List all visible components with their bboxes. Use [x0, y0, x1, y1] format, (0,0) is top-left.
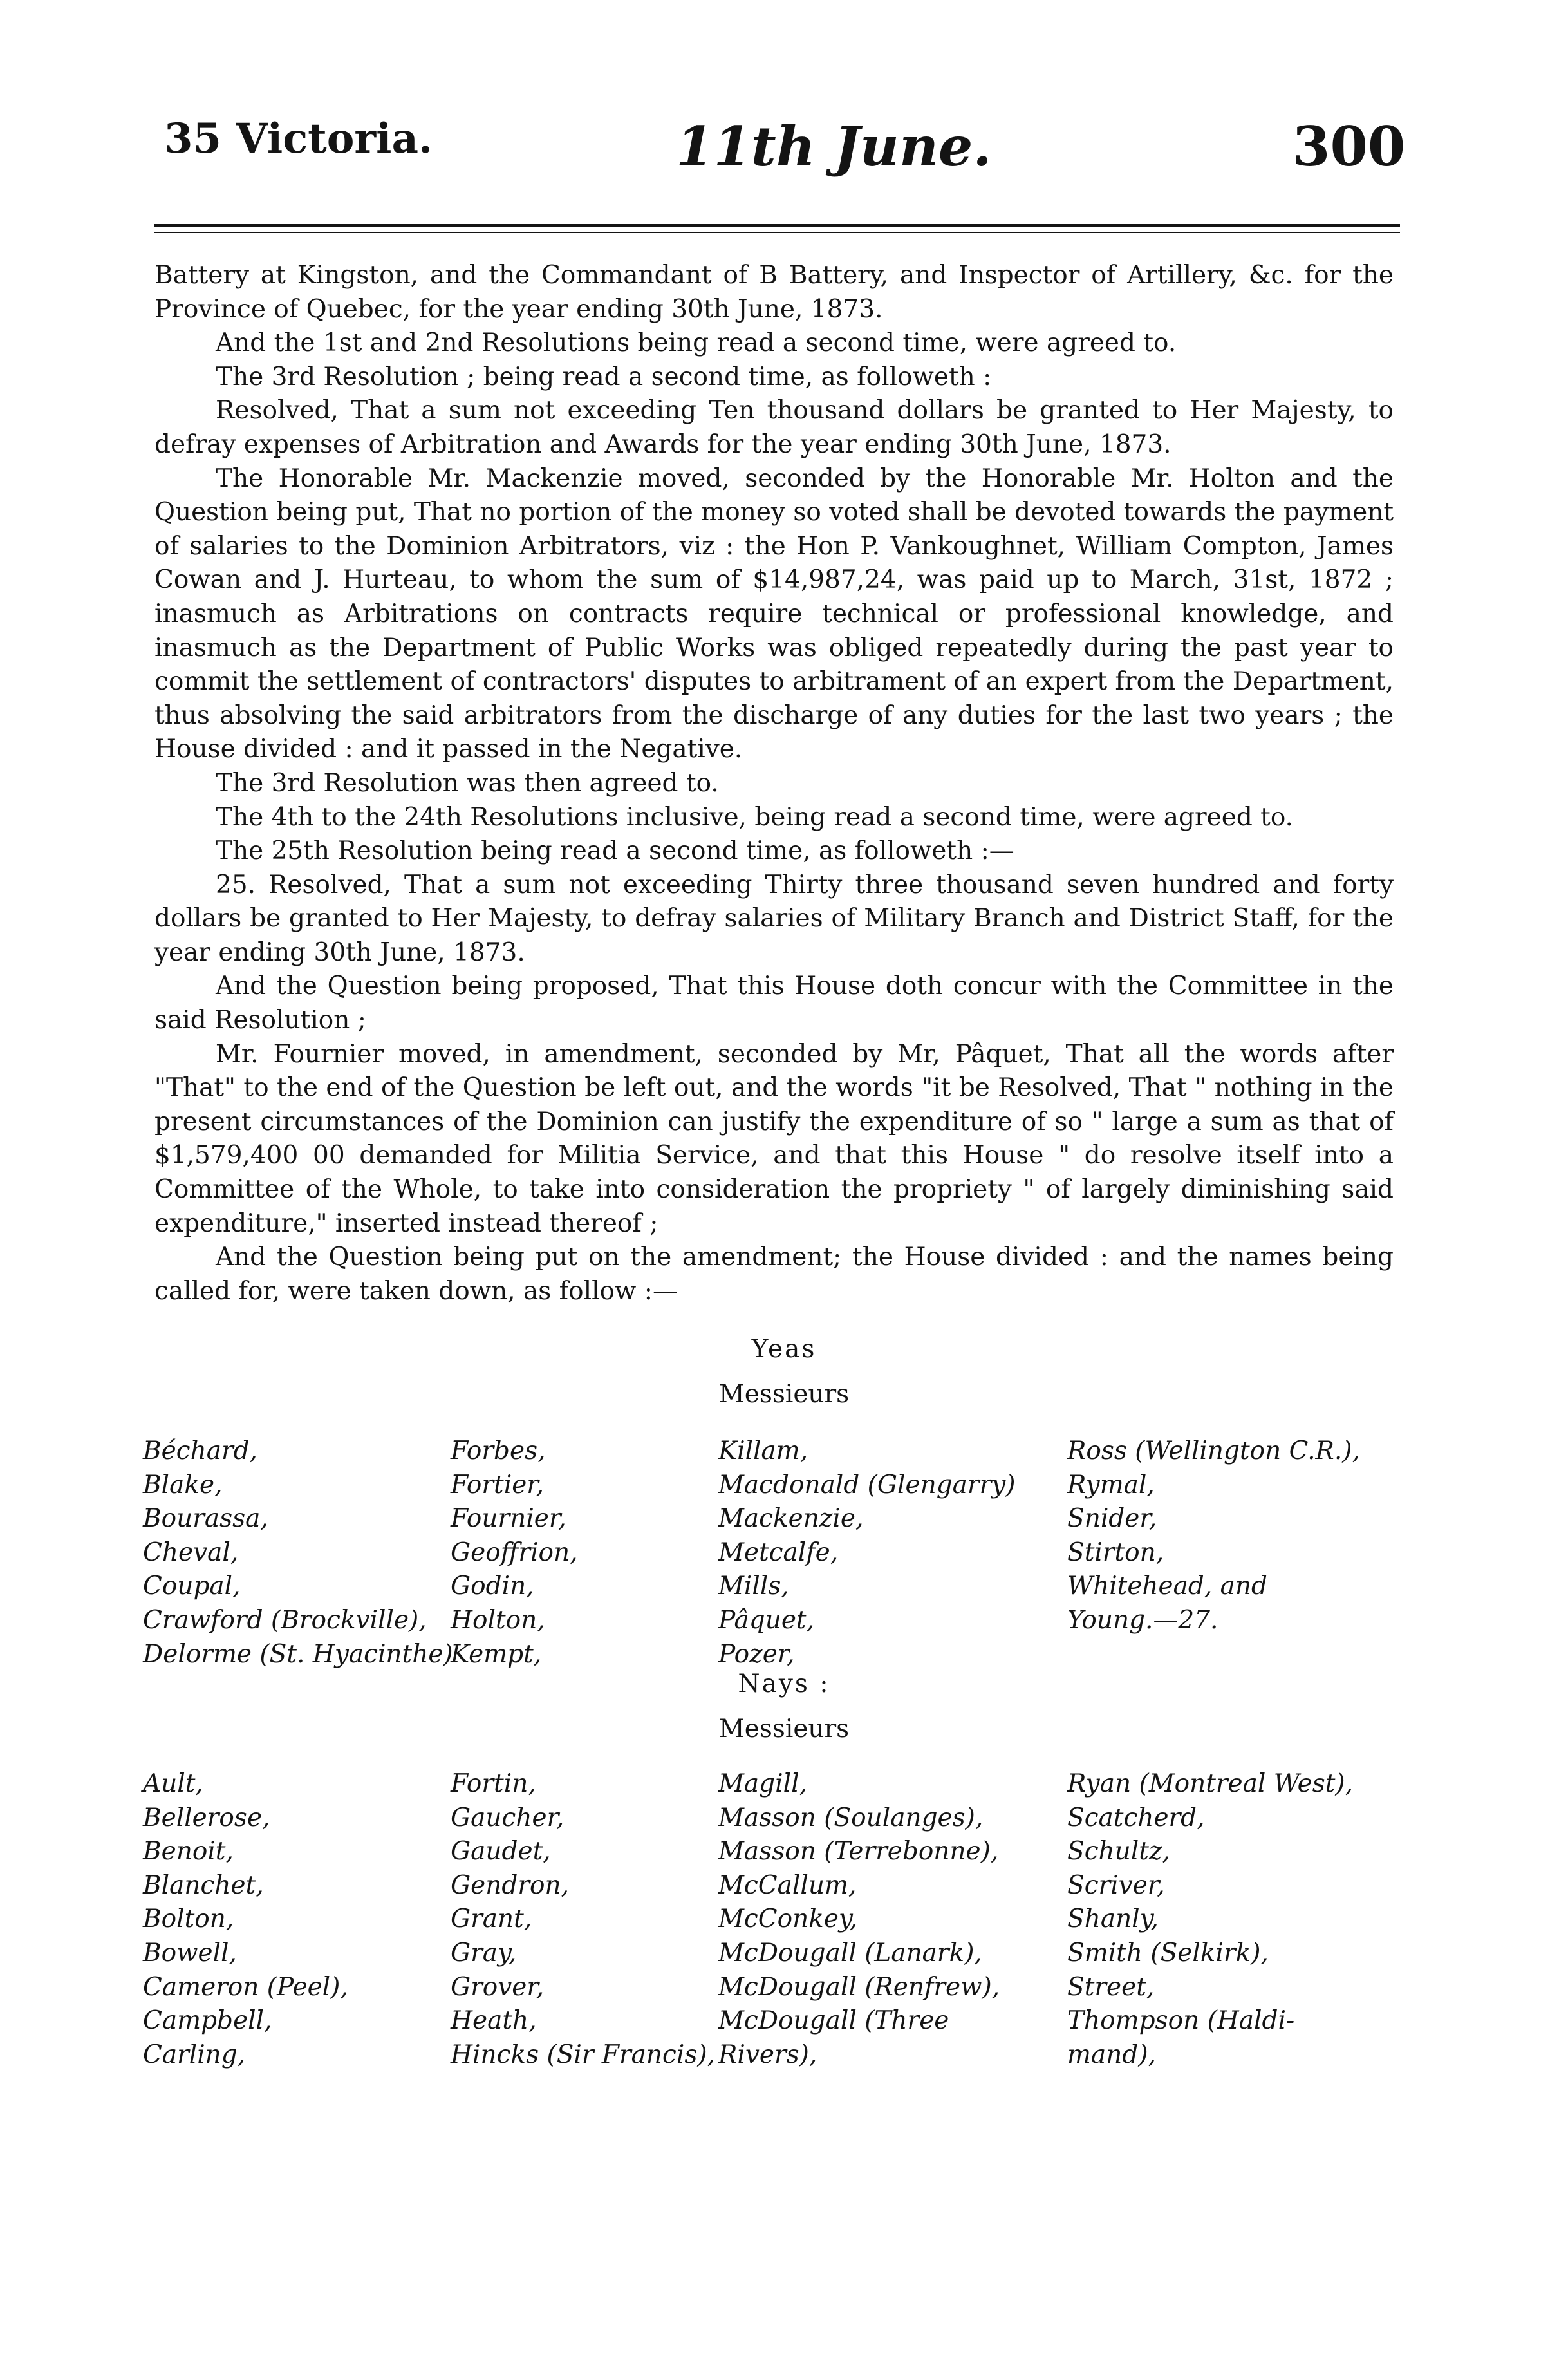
member-name: Hincks (Sir Francis),	[451, 2040, 715, 2069]
body-text	[154, 259, 1394, 1308]
member-name: McDougall (Three	[718, 2006, 949, 2036]
member-name: Schultz,	[1067, 1837, 1170, 1866]
yeas-column-1	[143, 1434, 453, 1671]
member-name: Gray,	[451, 1938, 517, 1968]
member-name: Thompson (Haldi-	[1067, 2006, 1295, 2036]
member-name: Grant,	[451, 1904, 532, 1934]
paragraph: The 25th Resolution being read a second time, as followeth :—	[216, 836, 1014, 866]
paragraph: The 3rd Resolution ; being read a second time, as followeth :	[216, 362, 992, 391]
member-name: Ross (Wellington C.R.),	[1067, 1436, 1360, 1465]
member-name: Carling,	[143, 2040, 246, 2069]
member-name: Ryan (Montreal West),	[1067, 1769, 1354, 1798]
paragraph: The 4th to the 24th Resolutions inclusive, being read a second time, were agreed to.	[216, 802, 1294, 832]
member-name: Smith (Selkirk),	[1067, 1938, 1269, 1968]
member-name: Blanchet,	[143, 1870, 264, 1900]
member-name: Geoffrion,	[451, 1537, 578, 1567]
member-name: Street,	[1067, 1972, 1155, 2002]
member-name: Masson (Terrebonne),	[718, 1837, 999, 1866]
yeas-column-2	[451, 1434, 577, 1671]
paragraph: 25. Resolved, That a sum not exceeding Thirty three thousand seven hundred and forty dollars be granted to Her Majesty, to defray salaries of Military Branch and District Staff, for the year ending 30th June, 1873.	[154, 870, 1394, 967]
member-name: Coupal,	[143, 1572, 241, 1601]
yeas-column-3	[718, 1434, 1015, 1671]
member-name: Bowell,	[143, 1938, 237, 1968]
member-name: Cheval,	[143, 1537, 239, 1567]
member-name: Blake,	[143, 1470, 223, 1499]
member-name: Holton,	[451, 1605, 545, 1635]
member-name: Masson (Soulanges),	[718, 1803, 984, 1832]
member-name: Benoit,	[143, 1837, 234, 1866]
member-name: Cameron (Peel),	[143, 1972, 348, 2002]
yeas-subheading: Messieurs	[718, 1380, 850, 1409]
paragraph: And the Question being put on the amendment; the House divided : and the names being called for, were taken down, as follow :—	[154, 1243, 1394, 1306]
member-name: McDougall (Renfrew),	[718, 1972, 1000, 2002]
member-name: Bellerose,	[143, 1803, 270, 1832]
member-name: Scriver,	[1067, 1870, 1165, 1900]
yeas-column-4	[1067, 1434, 1360, 1638]
member-name: Snider,	[1067, 1504, 1157, 1534]
member-name: Grover,	[451, 1972, 545, 2002]
member-name: Young.—27.	[1067, 1605, 1218, 1635]
member-name: McCallum,	[718, 1870, 857, 1900]
member-name: Whitehead, and	[1067, 1572, 1267, 1601]
running-header-left: 35 Victoria.	[164, 115, 433, 163]
member-name: McDougall (Lanark),	[718, 1938, 982, 1968]
member-name: Bolton,	[143, 1904, 234, 1934]
member-name: Gaudet,	[451, 1837, 551, 1866]
member-name: Rivers),	[718, 2040, 817, 2069]
member-name: Mackenzie,	[718, 1504, 864, 1534]
member-name: Gendron,	[451, 1870, 569, 1900]
member-name: Killam,	[718, 1436, 808, 1465]
member-name: mand),	[1067, 2040, 1156, 2069]
nays-heading: Nays :	[738, 1669, 830, 1698]
header-rule-thin	[154, 232, 1400, 233]
member-name: Scatcherd,	[1067, 1803, 1205, 1832]
paragraph: Battery at Kingston, and the Commandant of B Battery, and Inspector of Artillery, &c. for the Province of Quebec, for the year ending 30th June, 1873.	[154, 261, 1394, 324]
nays-column-4	[1067, 1767, 1353, 2072]
yeas-heading: Yeas	[751, 1335, 817, 1364]
paragraph: The 3rd Resolution was then agreed to.	[216, 768, 719, 798]
member-name: Mills,	[718, 1572, 789, 1601]
member-name: Pozer,	[718, 1639, 795, 1669]
member-name: Fournier,	[451, 1504, 566, 1534]
member-name: McConkey,	[718, 1904, 858, 1934]
member-name: Kempt,	[451, 1639, 542, 1669]
member-name: Fortin,	[451, 1769, 536, 1798]
nays-column-2	[451, 1767, 715, 2072]
member-name: Metcalfe,	[718, 1537, 839, 1567]
page-number: 300	[1293, 115, 1406, 178]
member-name: Shanly,	[1067, 1904, 1159, 1934]
paragraph: And the Question being proposed, That this House doth concur with the Committee in the said Resolution ;	[154, 972, 1394, 1035]
member-name: Forbes,	[451, 1436, 546, 1465]
nays-column-3	[718, 1767, 1000, 2072]
member-name: Pâquet,	[718, 1605, 814, 1635]
member-name: Rymal,	[1067, 1470, 1155, 1499]
member-name: Heath,	[451, 2006, 537, 2036]
paragraph: The Honorable Mr. Mackenzie moved, seconded by the Honorable Mr. Holton and the Question being put, That no portion of the money so voted shall be devoted towards the payment of salaries to the Dominion Arbitrators, viz : the Hon P. Vankoughnet, William Compton, James Cowan and J. Hurteau, to whom the sum of $14,987,24, was paid up to March, 31st, 1872 ; inasmuch as Arbitrations on contracts require technical or professional knowledge, and inasmuch as the Department of Public Works was obliged repeatedly during the past year to commit the settlement of contractors' disputes to arbitrament of an expert from the Department, thus absolving the said arbitrators from the discharge of any duties for the last two years ; the House divided : and it passed in the Negative.	[154, 464, 1394, 764]
member-name: Crawford (Brockville),	[143, 1605, 427, 1635]
nays-subheading: Messieurs	[718, 1715, 850, 1743]
paragraph: And the 1st and 2nd Resolutions being read a second time, were agreed to.	[216, 328, 1177, 358]
member-name: Delorme (St. Hyacinthe)	[143, 1639, 453, 1669]
member-name: Béchard,	[143, 1436, 257, 1465]
running-header-date: 11th June.	[676, 115, 992, 178]
member-name: Fortier,	[451, 1470, 545, 1499]
member-name: Campbell,	[143, 2006, 272, 2036]
member-name: Gaucher,	[451, 1803, 565, 1832]
member-name: Magill,	[718, 1769, 807, 1798]
paragraph: Resolved, That a sum not exceeding Ten thousand dollars be granted to Her Majesty, to defray expenses of Arbitration and Awards for the year ending 30th June, 1873.	[154, 396, 1394, 459]
member-name: Ault,	[143, 1769, 203, 1798]
member-name: Godin,	[451, 1572, 534, 1601]
paragraph: Mr. Fournier moved, in amendment, seconded by Mr, Pâquet, That all the words after "That" to the end of the Question be left out, and the words "it be Resolved, That " nothing in the present circumstances of the Dominion can justify the expenditure of so " large a sum as that of $1,579,400 00 demanded for Militia Service, and that this House " do resolve itself into a Committee of the Whole, to take into consideration the propriety " of largely diminishing said expenditure," inserted instead thereof ;	[154, 1039, 1394, 1238]
member-name: Stirton,	[1067, 1537, 1164, 1567]
header-rule-thick	[154, 224, 1400, 227]
member-name: Bourassa,	[143, 1504, 268, 1534]
member-name: Macdonald (Glengarry)	[718, 1470, 1016, 1499]
nays-column-1	[143, 1767, 348, 2072]
